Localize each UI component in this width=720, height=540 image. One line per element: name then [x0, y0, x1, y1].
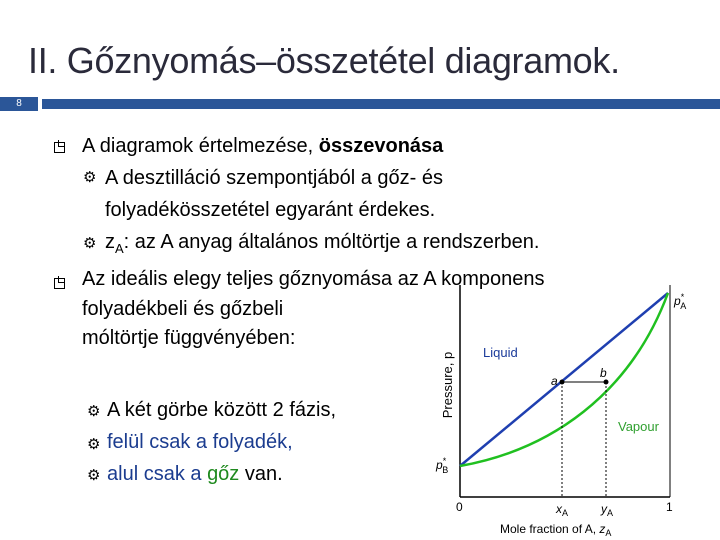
bullet-1-text: A diagramok értelmezése, [82, 135, 319, 157]
bullet-1-sub-2-text: : az A anyag általános móltörtje a rendszerben. [123, 231, 540, 253]
yA-label [600, 502, 613, 518]
bullet-1-sub-1-line-1: A desztilláció szempontjából a gőz- és [105, 167, 443, 189]
vapour-region-label: Vapour [618, 419, 659, 434]
xA-sub: A [562, 508, 569, 518]
z-variable: z [105, 231, 115, 253]
bullet-1-sub-1-line-2: folyadékösszetétel egyaránt érdekes. [105, 199, 436, 221]
liquid-curve [460, 293, 668, 466]
point-a-marker [560, 380, 565, 385]
square-bullet-icon [54, 278, 65, 289]
liquid-region-label: Liquid [483, 345, 518, 360]
bullet-1-sub-2 [105, 230, 539, 261]
point-b-marker [604, 380, 609, 385]
yA-sub: A [607, 508, 614, 518]
x-axis-one: 1 [666, 500, 673, 514]
pB-star: * [442, 456, 447, 466]
bullet-2-line-1: Az ideális elegy teljes gőznyomása az A komponens [82, 268, 545, 290]
bullet-1-bold: összevonása [318, 135, 444, 157]
pA-star-label [673, 292, 686, 311]
x-axis-zero: 0 [456, 500, 463, 514]
z-subscript: A [115, 241, 124, 256]
pB-star-label [435, 456, 448, 475]
gear-bullet-icon: ⚙ [87, 436, 101, 453]
sub-bullet-vapour-text-c: van. [239, 463, 283, 485]
x-axis-label-sub: A [605, 528, 612, 538]
pA-star: * [680, 292, 685, 302]
sub-bullet-vapour-only [107, 462, 283, 486]
y-axis-label: Pressure, p [440, 351, 455, 419]
gear-bullet-icon: ⚙ [87, 403, 101, 420]
pA-label: p [674, 294, 681, 308]
gear-bullet-icon: ⚙ [83, 235, 97, 252]
header-bar-fill [42, 99, 720, 109]
vapour-pressure-diagram [430, 285, 720, 540]
xA-var: x [556, 502, 562, 516]
xA-label [555, 502, 568, 518]
header-bar [0, 97, 720, 111]
sub-bullet-vapour-text-b: gőz [207, 463, 240, 485]
bullet-1 [82, 134, 443, 158]
slide-title: II. Gőznyomás–összetétel diagramok. [28, 40, 620, 81]
point-a-label: a [551, 374, 558, 388]
square-bullet-icon [54, 142, 65, 153]
bullet-2-line-3: móltörtje függvényében: [82, 327, 296, 349]
bullet-2-line-2: folyadékbeli és gőzbeli [82, 298, 284, 320]
pB-sub: B [442, 465, 449, 475]
x-axis-label-text: Mole fraction of A, [500, 522, 600, 536]
sub-bullet-vapour-text-a: alul csak a [107, 463, 208, 485]
slide-number: 8 [0, 97, 38, 111]
gear-bullet-icon: ⚙ [87, 467, 101, 484]
yA-var: y [601, 502, 607, 516]
point-b-label: b [600, 366, 607, 380]
pB-label: p [436, 458, 443, 472]
gear-bullet-icon: ⚙ [83, 169, 97, 186]
sub-bullet-liquid-only: felül csak a folyadék, [107, 431, 293, 453]
sub-bullet-two-phase: A két görbe között 2 fázis, [107, 399, 337, 421]
x-axis-label [500, 522, 611, 538]
pA-sub: A [680, 301, 687, 311]
x-axis-label-var: z [599, 522, 606, 536]
